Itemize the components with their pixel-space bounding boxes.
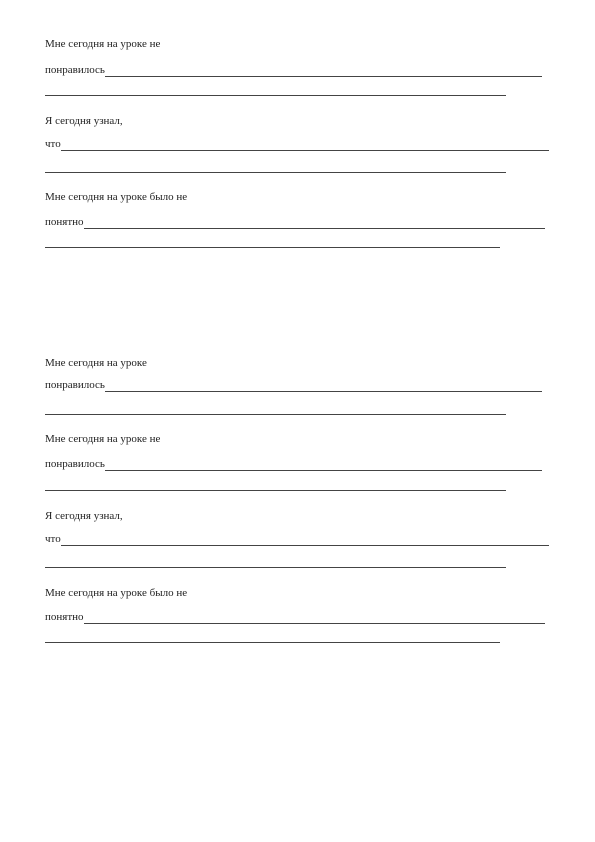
question-line: [45, 190, 187, 204]
answer-blank[interactable]: [45, 172, 506, 173]
prompt-text: понравилось: [45, 458, 105, 470]
question-text: Мне сегодня на уроке: [45, 357, 147, 369]
answer-blank[interactable]: [45, 414, 506, 415]
question-text: Я сегодня узнал,: [45, 115, 123, 127]
answer-blank[interactable]: [61, 139, 549, 151]
prompt-text: понятно: [45, 216, 84, 228]
answer-blank[interactable]: [84, 217, 545, 229]
answer-blank[interactable]: [105, 65, 542, 77]
prompt-text: что: [45, 138, 61, 150]
question-line: [45, 432, 160, 446]
question-text: Я сегодня узнал,: [45, 510, 123, 522]
answer-line: [45, 532, 549, 546]
answer-blank[interactable]: [105, 459, 542, 471]
answer-blank[interactable]: [45, 247, 500, 248]
prompt-text: понравилось: [45, 379, 105, 391]
question-line: [45, 37, 160, 51]
question-text: Мне сегодня на уроке не: [45, 433, 161, 445]
question-line: [45, 586, 187, 600]
answer-line: [45, 610, 545, 624]
question-line: [45, 356, 147, 370]
question-line: [45, 509, 123, 523]
question-line: [45, 114, 123, 128]
answer-blank[interactable]: [45, 567, 506, 568]
prompt-text: понравилось: [45, 64, 105, 76]
question-text: Мне сегодня на уроке было не: [45, 587, 188, 599]
question-text: Мне сегодня на уроке было не: [45, 191, 188, 203]
answer-blank[interactable]: [45, 490, 506, 491]
answer-line: [45, 63, 542, 77]
answer-blank[interactable]: [45, 642, 500, 643]
answer-line: [45, 457, 542, 471]
answer-blank[interactable]: [61, 534, 549, 546]
answer-blank[interactable]: [84, 612, 545, 624]
answer-line: [45, 378, 542, 392]
prompt-text: понятно: [45, 611, 84, 623]
answer-blank[interactable]: [45, 95, 506, 96]
answer-line: [45, 215, 545, 229]
answer-blank[interactable]: [105, 380, 542, 392]
question-text: Мне сегодня на уроке не: [45, 38, 161, 50]
answer-line: [45, 137, 549, 151]
prompt-text: что: [45, 533, 61, 545]
